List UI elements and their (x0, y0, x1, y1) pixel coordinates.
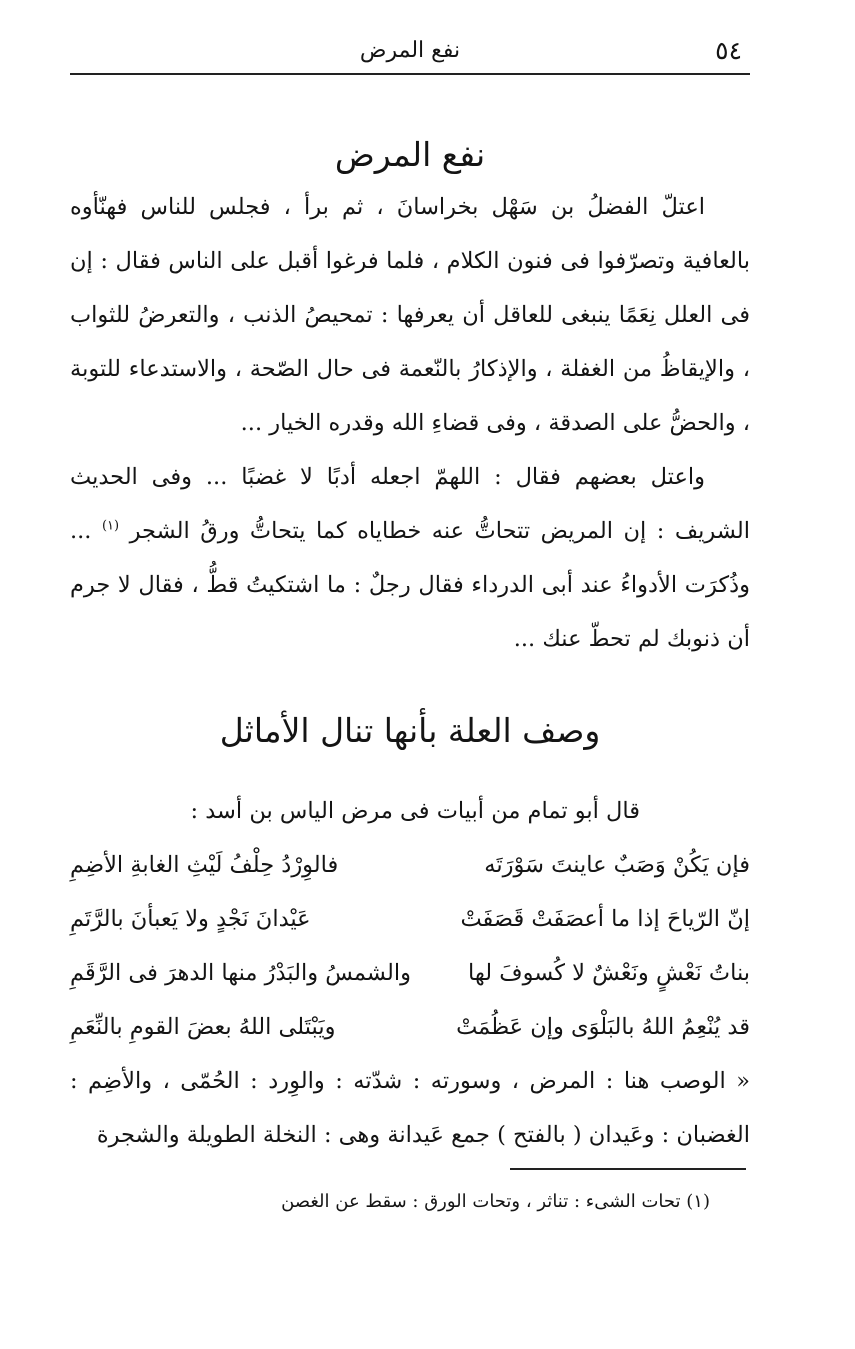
paragraph-fadl-ibn-sahl: اعتلّ الفضلُ بن سَهْل بخراسانَ ، ثم برأ ، فجلس للناس فهنّأوه بالعافية وتصرّفوا فى فنون الكلام ، فلما فرغوا أقبل على الناس فقال : إن فى العلل نِعَمًا ينبغى للعاقل أن يعرفها : تمحيصُ الذنب ، والتعرضُ للثواب ، والإيقاظُ من الغفلة ، والإذكارُ بالنّعمة فى حال الصّحة ، والاستدعاء للتوبة ، والحضُّ على الصدقة ، وفى قضاءِ الله وقدره الخيار ... (70, 194, 750, 436)
verse-second-hemistich: والشمسُ والبَدْرُ منها الدهرَ فى الرَّقَمِ (70, 960, 411, 986)
page-number: ٥٤ (715, 36, 742, 65)
footnote-rule (510, 1168, 746, 1170)
section-heading: نفع المرض (334, 135, 486, 174)
verse-second-hemistich: فالوِرْدُ حِلْفُ لَيْثِ الغابةِ الأضِمِ (70, 852, 339, 878)
section-illness-afflicts-the-noble (70, 706, 750, 1162)
section-benefit-of-illness (70, 130, 750, 666)
section-heading: وصف العلة بأنها تنال الأماثل (219, 711, 601, 750)
running-title: نفع المرض (359, 38, 461, 63)
verse-line (70, 892, 750, 946)
verse-commentary: « الوصب هنا : المرض ، وسورته : شدّته : والوِرد : الحُمّى ، والأضِم : الغضبان : وعَيدان ( بالفتح ) جمع عَيدانة وهى : النخلة الطويلة والشجرة (70, 1068, 750, 1148)
footnote: (١) تحات الشىء : تناثر ، وتحات الورق : سقط عن الغصن (281, 1191, 710, 1212)
verse-first-hemistich: إنّ الرّياحَ إذا ما أعصَفَتْ قَصَفَتْ (460, 906, 750, 932)
verse-first-hemistich: قد يُنْعِمُ اللهُ بالبَلْوَى وإن عَظُمَتْ (456, 1014, 750, 1040)
verse-second-hemistich: عَيْدانَ نَجْدٍ ولا يَعبأنَ بالرَّتَمِ (70, 906, 311, 932)
verse-line (70, 838, 750, 892)
paragraph-text-continued: ... وذُكرَت الأدواءُ عند أبى الدرداء فقال رجلٌ : ما اشتكيتُ قطُّ ، فقال لا جرم أن ذنوبك لم تحطّ عنك ... (70, 518, 750, 652)
verse-first-hemistich: فإن يَكُنْ وَصَبٌ عاينتَ سَوْرَتَه (484, 852, 750, 878)
footnote-reference: (١) (101, 518, 120, 534)
paragraph-text: واعتل بعضهم فقال : اللهمّ اجعله أدبًا لا غضبًا ... وفى الحديث الشريف : إن المريض تتحاتُّ عنه خطاياه كما يتحاتُّ ورقُ الشجر (70, 464, 751, 544)
verse-second-hemistich: ويَبْتَلى اللهُ بعضَ القومِ بالنِّعَمِ (70, 1014, 336, 1040)
paragraph-hadith (70, 450, 750, 666)
verse-line (70, 1000, 750, 1054)
page-header (70, 30, 750, 74)
verse-line (70, 946, 750, 1000)
verse-first-hemistich: بناتُ نَعْشٍ ونَعْشٌ لا كُسوفَ لها (468, 960, 750, 986)
header-rule (70, 73, 750, 75)
verse-introduction: قال أبو تمام من أبيات فى مرض الياس بن أسد : (190, 798, 640, 824)
